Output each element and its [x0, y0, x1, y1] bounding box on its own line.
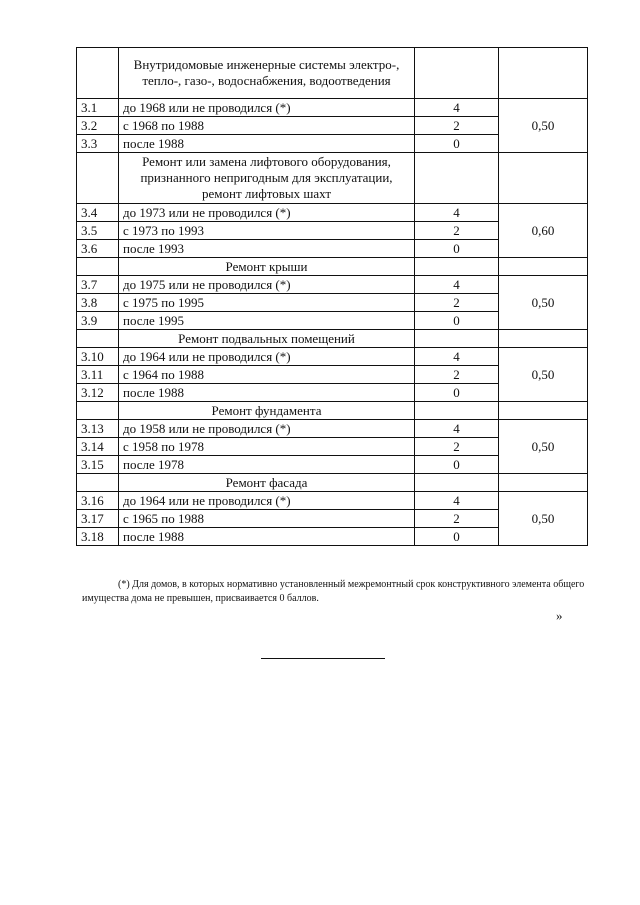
row-number: 3.2	[77, 117, 119, 135]
section-heading-row	[77, 153, 588, 204]
empty-cell	[499, 258, 588, 276]
row-points: 4	[415, 420, 499, 438]
row-period: после 1978	[119, 456, 415, 474]
row-points: 0	[415, 528, 499, 546]
row-number: 3.10	[77, 348, 119, 366]
table-row	[77, 492, 588, 510]
row-period: с 1973 по 1993	[119, 222, 415, 240]
weight-coefficient: 0,50	[499, 420, 588, 474]
row-number: 3.11	[77, 366, 119, 384]
section-heading: Внутридомовые инженерные системы электро-, тепло-, газо-, водоснабжения, водоотведения	[119, 48, 415, 99]
row-number: 3.1	[77, 99, 119, 117]
row-points: 2	[415, 366, 499, 384]
empty-cell	[77, 474, 119, 492]
empty-cell	[77, 153, 119, 204]
row-period: с 1965 по 1988	[119, 510, 415, 528]
section-heading-row	[77, 402, 588, 420]
table-row	[77, 276, 588, 294]
row-period: после 1988	[119, 528, 415, 546]
row-points: 2	[415, 294, 499, 312]
table-row	[77, 99, 588, 117]
row-points: 4	[415, 99, 499, 117]
row-points: 2	[415, 438, 499, 456]
row-number: 3.17	[77, 510, 119, 528]
weight-coefficient: 0,50	[499, 276, 588, 330]
table-row	[77, 348, 588, 366]
row-period: после 1993	[119, 240, 415, 258]
row-number: 3.6	[77, 240, 119, 258]
row-period: с 1958 по 1978	[119, 438, 415, 456]
row-points: 4	[415, 276, 499, 294]
row-number: 3.14	[77, 438, 119, 456]
weight-coefficient: 0,60	[499, 204, 588, 258]
section-heading: Ремонт подвальных помещений	[119, 330, 415, 348]
row-number: 3.12	[77, 384, 119, 402]
section-heading: Ремонт крыши	[119, 258, 415, 276]
row-points: 2	[415, 117, 499, 135]
row-number: 3.9	[77, 312, 119, 330]
empty-cell	[415, 258, 499, 276]
section-heading-row	[77, 474, 588, 492]
section-heading-row	[77, 330, 588, 348]
table-row	[77, 420, 588, 438]
criteria-table	[76, 47, 588, 546]
row-period: после 1988	[119, 384, 415, 402]
row-points: 0	[415, 384, 499, 402]
weight-coefficient: 0,50	[499, 492, 588, 546]
row-period: до 1964 или не проводился (*)	[119, 492, 415, 510]
empty-cell	[415, 330, 499, 348]
empty-cell	[415, 153, 499, 204]
empty-cell	[415, 48, 499, 99]
row-points: 4	[415, 348, 499, 366]
weight-coefficient: 0,50	[499, 99, 588, 153]
row-number: 3.8	[77, 294, 119, 312]
footnote: (*) Для домов, в которых нормативно установленный межремонтный срок конструктивного элемента общего имущества дома не превышен, присваивается 0 баллов.	[82, 579, 585, 604]
empty-cell	[499, 474, 588, 492]
row-number: 3.16	[77, 492, 119, 510]
empty-cell	[499, 153, 588, 204]
section-heading: Ремонт или замена лифтового оборудования, признанного непригодным для эксплуатации, ремонт лифтовых шахт	[119, 153, 415, 204]
row-points: 2	[415, 510, 499, 528]
row-period: после 1995	[119, 312, 415, 330]
section-heading-row	[77, 48, 588, 99]
row-period: до 1958 или не проводился (*)	[119, 420, 415, 438]
empty-cell	[415, 402, 499, 420]
row-points: 0	[415, 312, 499, 330]
section-heading: Ремонт фундамента	[119, 402, 415, 420]
empty-cell	[77, 48, 119, 99]
row-period: до 1973 или не проводился (*)	[119, 204, 415, 222]
section-heading: Ремонт фасада	[119, 474, 415, 492]
empty-cell	[77, 330, 119, 348]
row-number: 3.7	[77, 276, 119, 294]
row-points: 4	[415, 492, 499, 510]
row-period: с 1975 по 1995	[119, 294, 415, 312]
row-points: 4	[415, 204, 499, 222]
closing-quote: »	[556, 608, 563, 623]
empty-cell	[499, 330, 588, 348]
table-row	[77, 204, 588, 222]
empty-cell	[499, 48, 588, 99]
row-number: 3.5	[77, 222, 119, 240]
weight-coefficient: 0,50	[499, 348, 588, 402]
row-period: до 1968 или не проводился (*)	[119, 99, 415, 117]
row-points: 2	[415, 222, 499, 240]
row-number: 3.13	[77, 420, 119, 438]
row-period: с 1964 по 1988	[119, 366, 415, 384]
row-points: 0	[415, 240, 499, 258]
empty-cell	[77, 258, 119, 276]
row-points: 0	[415, 456, 499, 474]
section-heading-row	[77, 258, 588, 276]
empty-cell	[77, 402, 119, 420]
row-period: до 1964 или не проводился (*)	[119, 348, 415, 366]
row-period: с 1968 по 1988	[119, 117, 415, 135]
row-number: 3.18	[77, 528, 119, 546]
row-number: 3.3	[77, 135, 119, 153]
row-period: до 1975 или не проводился (*)	[119, 276, 415, 294]
row-period: после 1988	[119, 135, 415, 153]
empty-cell	[499, 402, 588, 420]
row-number: 3.4	[77, 204, 119, 222]
row-points: 0	[415, 135, 499, 153]
separator-line	[261, 658, 385, 659]
row-number: 3.15	[77, 456, 119, 474]
empty-cell	[415, 474, 499, 492]
